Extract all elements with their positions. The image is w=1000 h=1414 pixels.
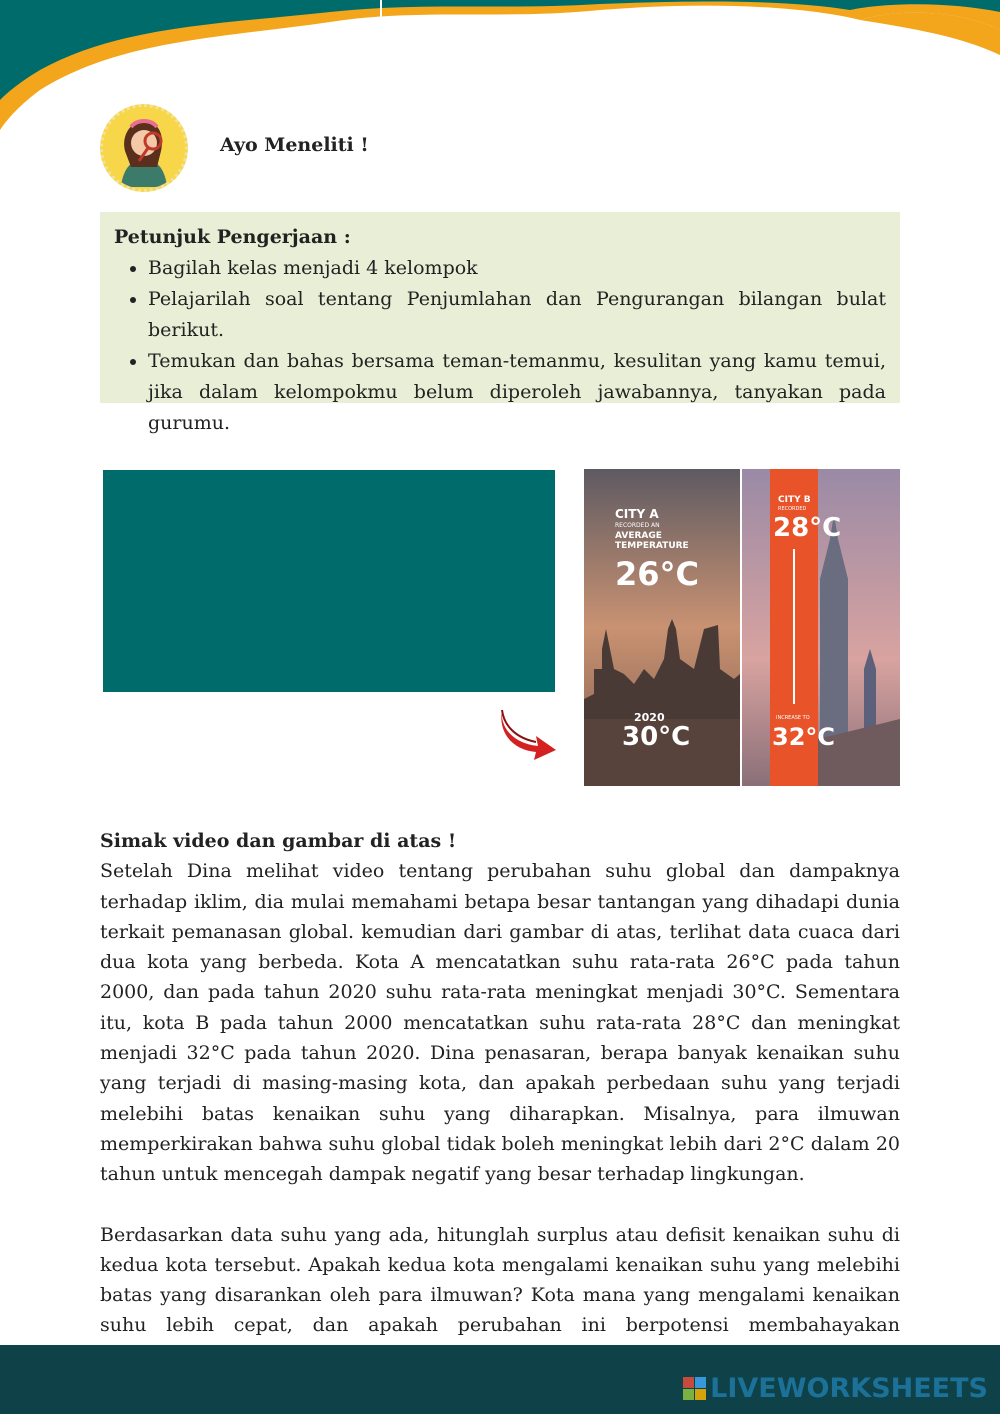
page-heading: Ayo Meneliti ! <box>220 134 369 156</box>
instructions-title: Petunjuk Pengerjaan : <box>114 226 351 248</box>
brand-logo <box>683 1373 988 1404</box>
instructions-list <box>114 253 886 439</box>
researcher-mascot-icon <box>100 104 188 192</box>
city-b-caption: RECORDED <box>778 506 807 512</box>
paragraph: Berdasarkan data suhu yang ada, hitunglah surplus atau defisit kenaikan suhu di kedua kota tersebut. Apakah kedua kota mengalami kenaikan suhu yang melebihi batas yang disarankan oleh para ilmuwan? Kota mana yang mengalami kenaikan suhu lebih cepat, dan apakah perubahan ini berpotensi membahayakan <box>100 1223 900 1337</box>
list-item: • Temukan dan bahas bersama teman-temanmu, kesulitan yang kamu temui, jika dalam kelompokmu belum diperoleh jawabannya, tanyakan pada gurumu. <box>148 346 886 439</box>
problem-text <box>100 826 900 1371</box>
city-a-end-temperature: 30°C <box>622 722 691 752</box>
list-item: • Bagilah kelas menjadi 4 kelompok <box>148 253 886 284</box>
city-b-label: CITY B <box>778 495 811 505</box>
section-subtitle: Simak video dan gambar di atas ! <box>100 830 457 852</box>
city-b-end-temperature: 32°C <box>772 723 836 751</box>
city-temperature-infographic <box>584 469 900 786</box>
city-a-label: CITY A <box>615 507 659 521</box>
city-b-start-temperature: 28°C <box>773 513 842 543</box>
brand-name: LIVEWORKSHEETS <box>710 1373 988 1404</box>
red-arrow-icon <box>498 704 558 762</box>
footer-bar <box>0 1345 1000 1414</box>
city-a-year: 2020 <box>634 711 665 724</box>
list-item: • Pelajarilah soal tentang Penjumlahan dan Pengurangan bilangan bulat berikut. <box>148 284 886 346</box>
instructions-panel <box>100 212 900 434</box>
city-b-increase-label: INCREASE TO <box>776 715 810 721</box>
city-a-caption: RECORDED AN <box>615 522 660 529</box>
city-a-caption: TEMPERATURE <box>615 541 689 551</box>
city-a-start-temperature: 26°C <box>615 555 700 593</box>
paragraph: Setelah Dina melihat video tentang perubahan suhu global dan dampaknya terhadap iklim, dia mulai memahami betapa besar tantangan yang dihadapi dunia terkait pemanasan global. kemudian dari gambar di atas, terlihat data cuaca dari dua kota yang berbeda. Kota A mencatatkan suhu rata-rata 26°C pada tahun 2000, dan pada tahun 2020 suhu rata-rata meningkat menjadi 30°C. Sementara itu, kota B pada tahun 2000 mencatatkan suhu rata-rata 28°C dan meningkat menjadi 32°C pada tahun 2020. Dina penasaran, berapa banyak kenaikan suhu yang terjadi di masing-masing kota, dan apakah perbedaan suhu yang terjadi melebihi batas kenaikan suhu yang diharapkan. Misalnya, para ilmuwan memperkirakan bahwa suhu global tidak boleh meningkat lebih dari 2°C dalam 20 tahun untuk mencegah dampak negatif yang besar terhadap lingkungan. <box>100 860 900 1186</box>
video-player[interactable] <box>103 470 555 692</box>
liveworksheets-icon <box>683 1377 706 1400</box>
city-a-caption: AVERAGE <box>615 531 662 541</box>
